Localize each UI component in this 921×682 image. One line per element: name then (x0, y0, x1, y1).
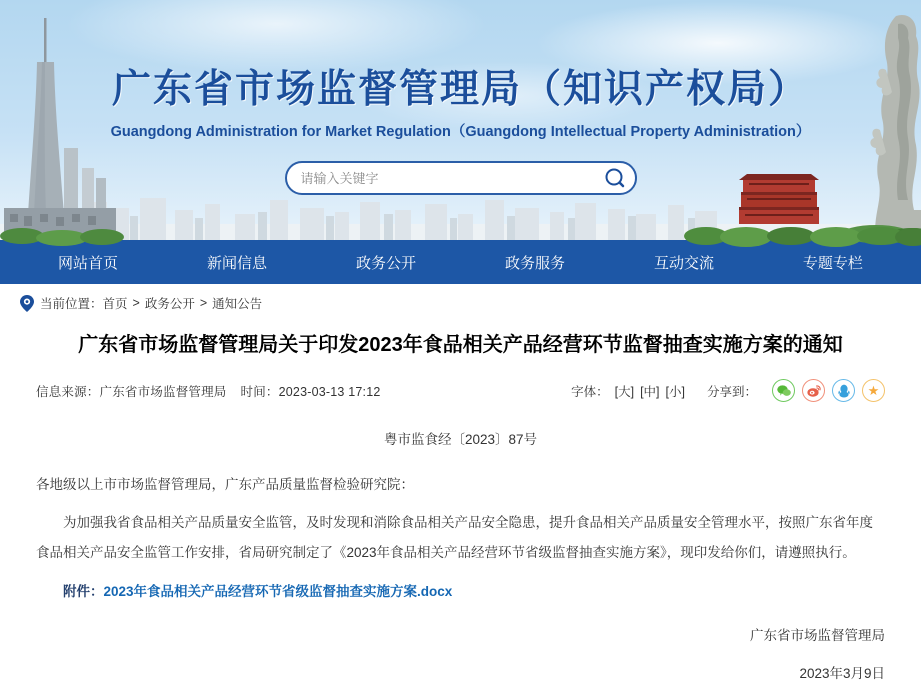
signature-org: 广东省市场监督管理局 (750, 628, 885, 643)
wechat-icon (777, 385, 791, 397)
share-label: 分享到： (706, 384, 757, 399)
nav-item-gov-open[interactable]: 政务公开 (355, 254, 416, 272)
breadcrumb-notices[interactable]: 通知公告 (212, 297, 263, 311)
zhenhai-tower-image (729, 164, 829, 226)
breadcrumb-home[interactable]: 首页 (102, 297, 128, 311)
font-size-medium-button[interactable]: [中] (640, 384, 660, 399)
signature-date: 2023年3月9日 (799, 666, 885, 681)
nav-item-home[interactable]: 网站首页 (58, 254, 119, 272)
city-skyline-image (0, 194, 921, 240)
breadcrumb-separator: > (132, 296, 140, 310)
breadcrumb (0, 284, 921, 312)
main-nav (0, 240, 921, 284)
search-icon (604, 167, 626, 189)
nav-item-topics[interactable]: 专题专栏 (802, 254, 863, 272)
weibo-icon (807, 385, 821, 397)
share-wechat-button[interactable] (772, 379, 795, 402)
article-source-time (36, 382, 381, 400)
site-title: 广东省市场监督管理局（知识产权局） (111, 68, 809, 111)
attachment-row (36, 580, 885, 600)
breadcrumb-separator: > (199, 296, 208, 310)
article-source: 信息来源：广东省市场监督管理局 (36, 384, 227, 399)
article-title: 广东省市场监督管理局关于印发2023年食品相关产品经营环节监督抽查实施方案的通知 (78, 334, 843, 356)
document-number: 粤市监食经〔2023〕87号 (383, 432, 538, 447)
star-icon: ★ (867, 383, 880, 398)
qq-icon (838, 384, 850, 398)
salutation-paragraph: 各地级以上市市场监督管理局，广东产品质量监督检验研究院： (36, 477, 414, 492)
trees-image (691, 220, 921, 240)
font-size-small-button[interactable]: [小] (665, 384, 685, 399)
font-size-label: 字体： (571, 384, 609, 399)
share-weibo-button[interactable] (802, 379, 825, 402)
search-bar[interactable] (285, 161, 637, 195)
share-qq-button[interactable] (832, 379, 855, 402)
font-size-large-button[interactable]: [大] (614, 384, 635, 399)
location-pin-icon (20, 295, 34, 312)
site-banner (0, 0, 921, 240)
body-paragraph: 为加强我省食品相关产品质量安全监管，及时发现和消除食品相关产品安全隐患，提升食品相关产品质量安全管理水平，按照广东省年度食品相关产品安全监管工作安排，省局研究制定了《2023年食品相关产品经营环节省级监督抽查实施方案》，现印发给你们，请遵照执行。 (36, 515, 873, 560)
article (0, 328, 921, 600)
nav-item-gov-service[interactable]: 政务服务 (504, 254, 565, 272)
search-button[interactable] (601, 164, 629, 192)
breadcrumb-label: 当前位置： (40, 297, 103, 311)
search-input[interactable] (301, 171, 601, 186)
signature-block (0, 624, 921, 682)
nav-item-interaction[interactable]: 互动交流 (653, 254, 714, 272)
attachment-link[interactable]: 2023年食品相关产品经营环节省级监督抽查实施方案.docx (103, 584, 453, 599)
article-time: 时间：2023-03-13 17:12 (240, 384, 381, 399)
content-area (0, 284, 921, 682)
attachment-label: 附件： (63, 584, 104, 599)
site-subtitle: Guangdong Administration for Market Regulation（Guangdong Intellectual Property Administration） (110, 124, 811, 140)
nav-item-news[interactable]: 新闻信息 (206, 254, 267, 272)
breadcrumb-gov-open[interactable]: 政务公开 (144, 297, 195, 311)
article-meta (36, 379, 885, 402)
share-favorite-button[interactable] (862, 379, 885, 402)
